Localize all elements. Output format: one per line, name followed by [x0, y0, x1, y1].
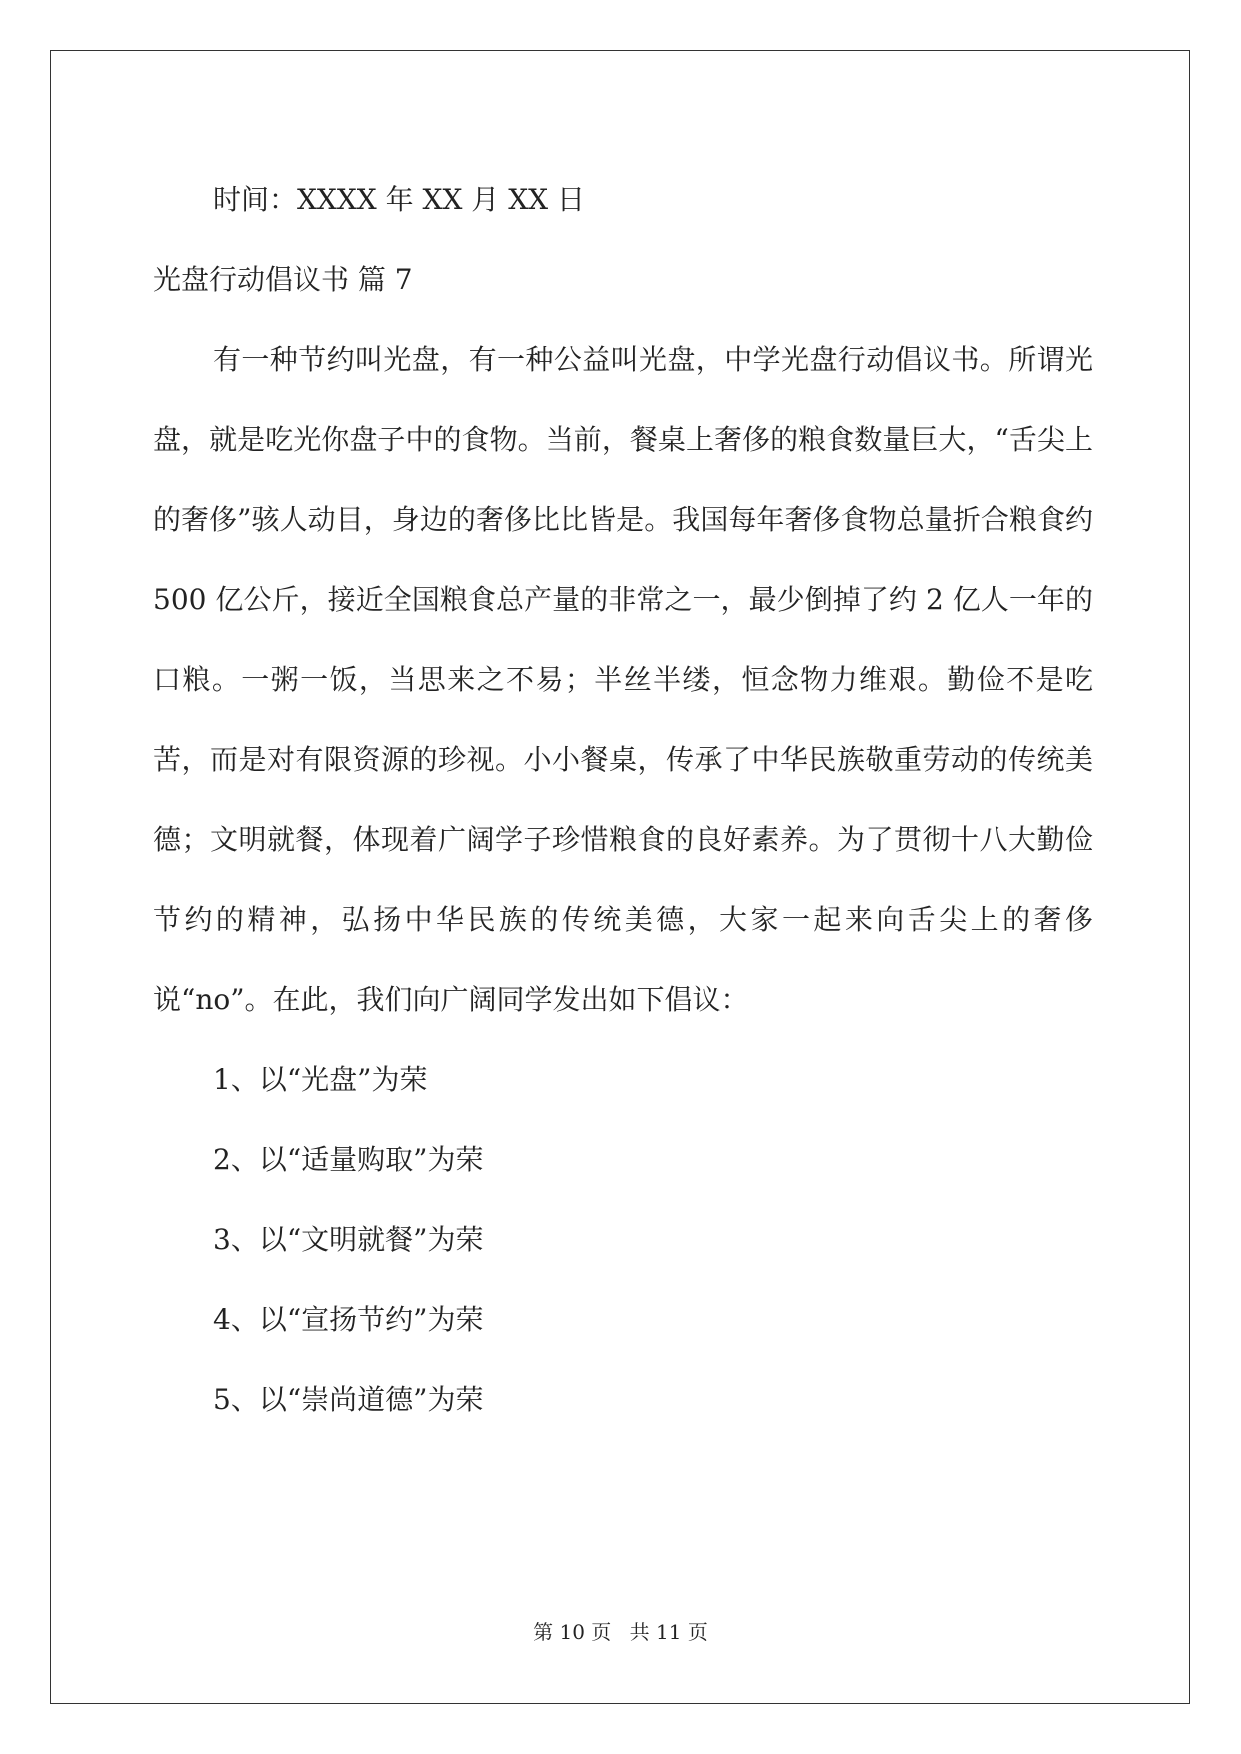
- body-paragraph: 有一种节约叫光盘，有一种公益叫光盘，中学光盘行动倡议书。所谓光盘，就是吃光你盘子中的食物。当前，餐桌上奢侈的粮食数量巨大，“舌尖上的奢侈”骇人动目，身边的奢侈比比皆是。我国每年奢侈食物总量折合粮食约 500 亿公斤，接近全国粮食总产量的非常之一，最少倒掉了约 2 亿人一年的口粮。一粥一饭，当思来之不易；半丝半缕，恒念物力维艰。勤俭不是吃苦，而是对有限资源的珍视。小小餐桌，传承了中华民族敬重劳动的传统美德；文明就餐，体现着广阔学子珍惜粮食的良好素养。为了贯彻十八大勤俭节约的精神，弘扬中华民族的传统美德，大家一起来向舌尖上的奢侈说“no”。在此，我们向广阔同学发出如下倡议：: [153, 343, 1093, 1016]
- list-item: 2、以“适量购取”为荣: [213, 1143, 484, 1176]
- list-item: 1、以“光盘”为荣: [213, 1063, 428, 1096]
- page-number-total: 共 11 页: [629, 1620, 708, 1644]
- page-number-current: 第 10 页: [533, 1620, 612, 1644]
- list-item: 3、以“文明就餐”为荣: [213, 1223, 484, 1256]
- list-item: 4、以“宣扬节约”为荣: [213, 1303, 484, 1336]
- date-line: 时间：XXXX 年 XX 月 XX 日: [213, 183, 585, 216]
- page-footer: [0, 1617, 1241, 1647]
- document-body: [153, 160, 1093, 1440]
- list-item: 5、以“崇尚道德”为荣: [213, 1383, 484, 1416]
- section-title: 光盘行动倡议书 篇 7: [153, 263, 413, 296]
